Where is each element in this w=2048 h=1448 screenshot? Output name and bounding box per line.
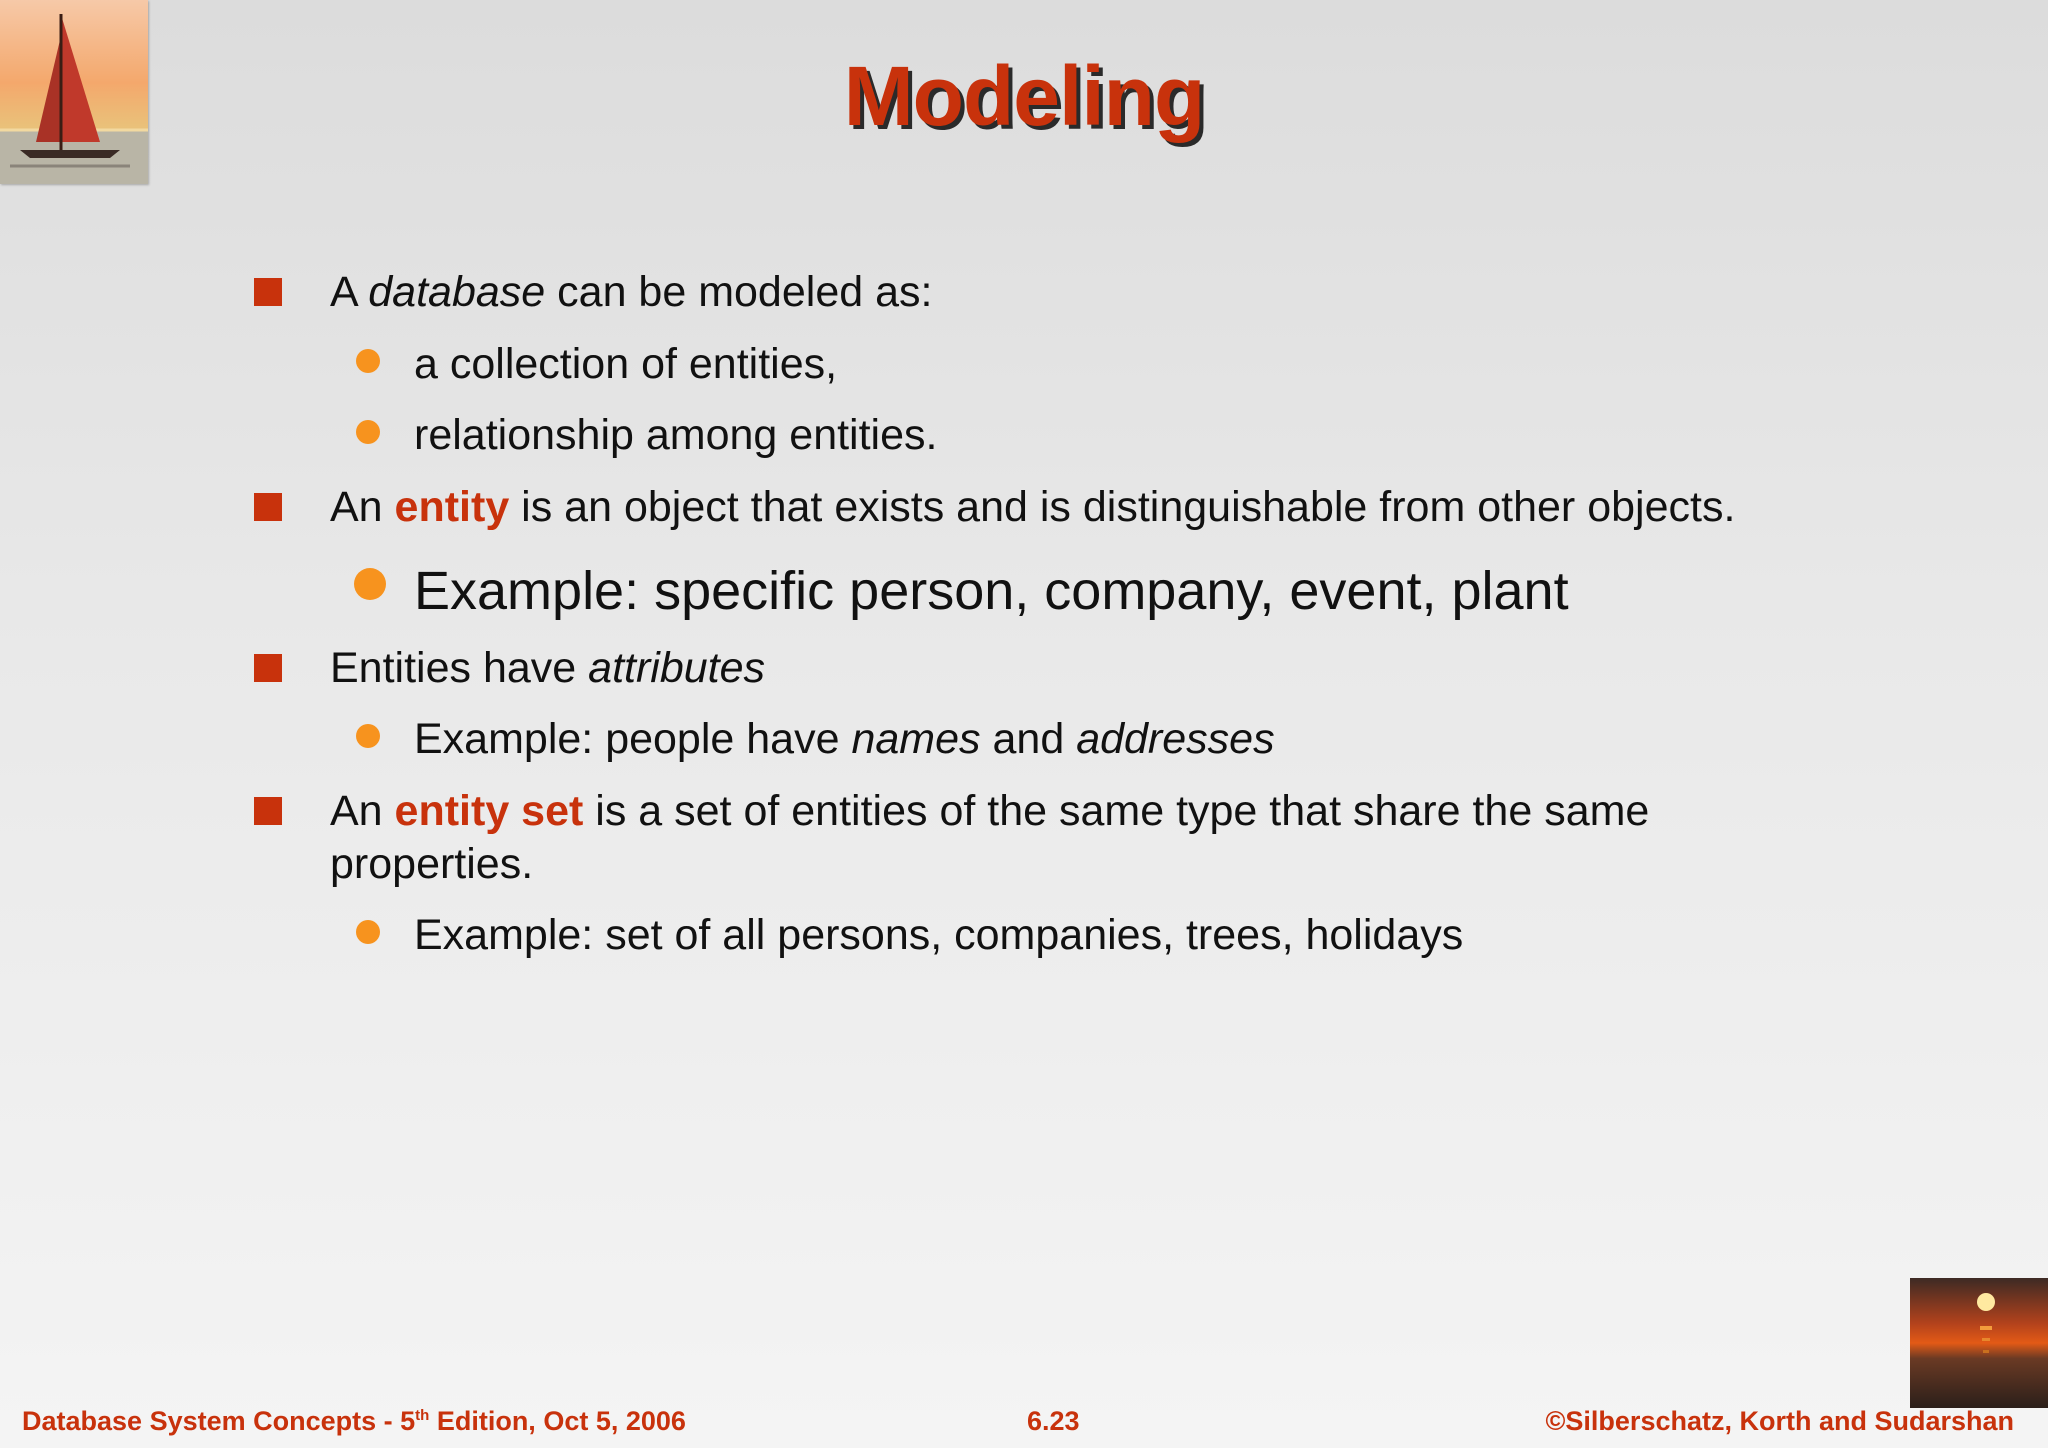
bullet-text: A [330,268,369,316]
bullet-attributes [330,644,765,693]
footer-page-number: 6.23 [1027,1406,1080,1436]
slide-title: Modeling [843,49,1205,143]
round-bullet-icon [356,724,380,748]
bullet-text: An [330,787,395,835]
round-bullet-icon [356,420,380,444]
bullet-text: An [330,483,395,531]
highlight-term: entity [394,483,510,531]
bullet-text-italic: addresses [1076,715,1275,763]
bullet-text: is an object that exists and is distinguishable from other objects. [509,483,1736,531]
sub-bullet-entity-set-example: Example: set of all persons, companies, trees, holidays [414,911,1464,959]
bullet-entity-set-continued: properties. [330,840,534,888]
square-bullet-icon [254,654,282,682]
round-bullet-icon [354,568,386,600]
bullet-entity-set [330,787,1649,836]
sub-bullet-entity-example: Example: specific person, company, event, plant [414,561,1569,621]
bullet-entity [330,483,1735,532]
square-bullet-icon [254,797,282,825]
bullet-text-italic: names [851,715,981,763]
bullet-text: and [980,715,1077,763]
footer-book-title [22,1406,686,1437]
sub-bullet-relationship: relationship among entities. [414,411,938,459]
square-bullet-icon [254,493,282,521]
bullet-text-italic: attributes [588,644,766,692]
bullet-text-italic: database [368,268,546,316]
bullet-database [330,268,932,317]
bullet-text: can be modeled as: [545,268,933,316]
sub-bullet-collection: a collection of entities, [414,340,838,388]
footer-copyright: ©Silberschatz, Korth and Sudarshan [1545,1406,2014,1436]
highlight-term: entity set [394,787,584,835]
round-bullet-icon [356,920,380,944]
bullet-text: Example: people have [414,715,852,763]
square-bullet-icon [254,278,282,306]
footer-text: Edition, Oct 5, 2006 [429,1406,686,1436]
footer-text: Database System Concepts - 5 [22,1406,416,1436]
bullet-text: Entities have [330,644,589,692]
round-bullet-icon [356,349,380,373]
sub-bullet-attributes-example [414,715,1275,764]
footer-superscript: th [415,1407,430,1424]
bullet-text: is a set of entities of the same type that share the same [583,787,1650,835]
